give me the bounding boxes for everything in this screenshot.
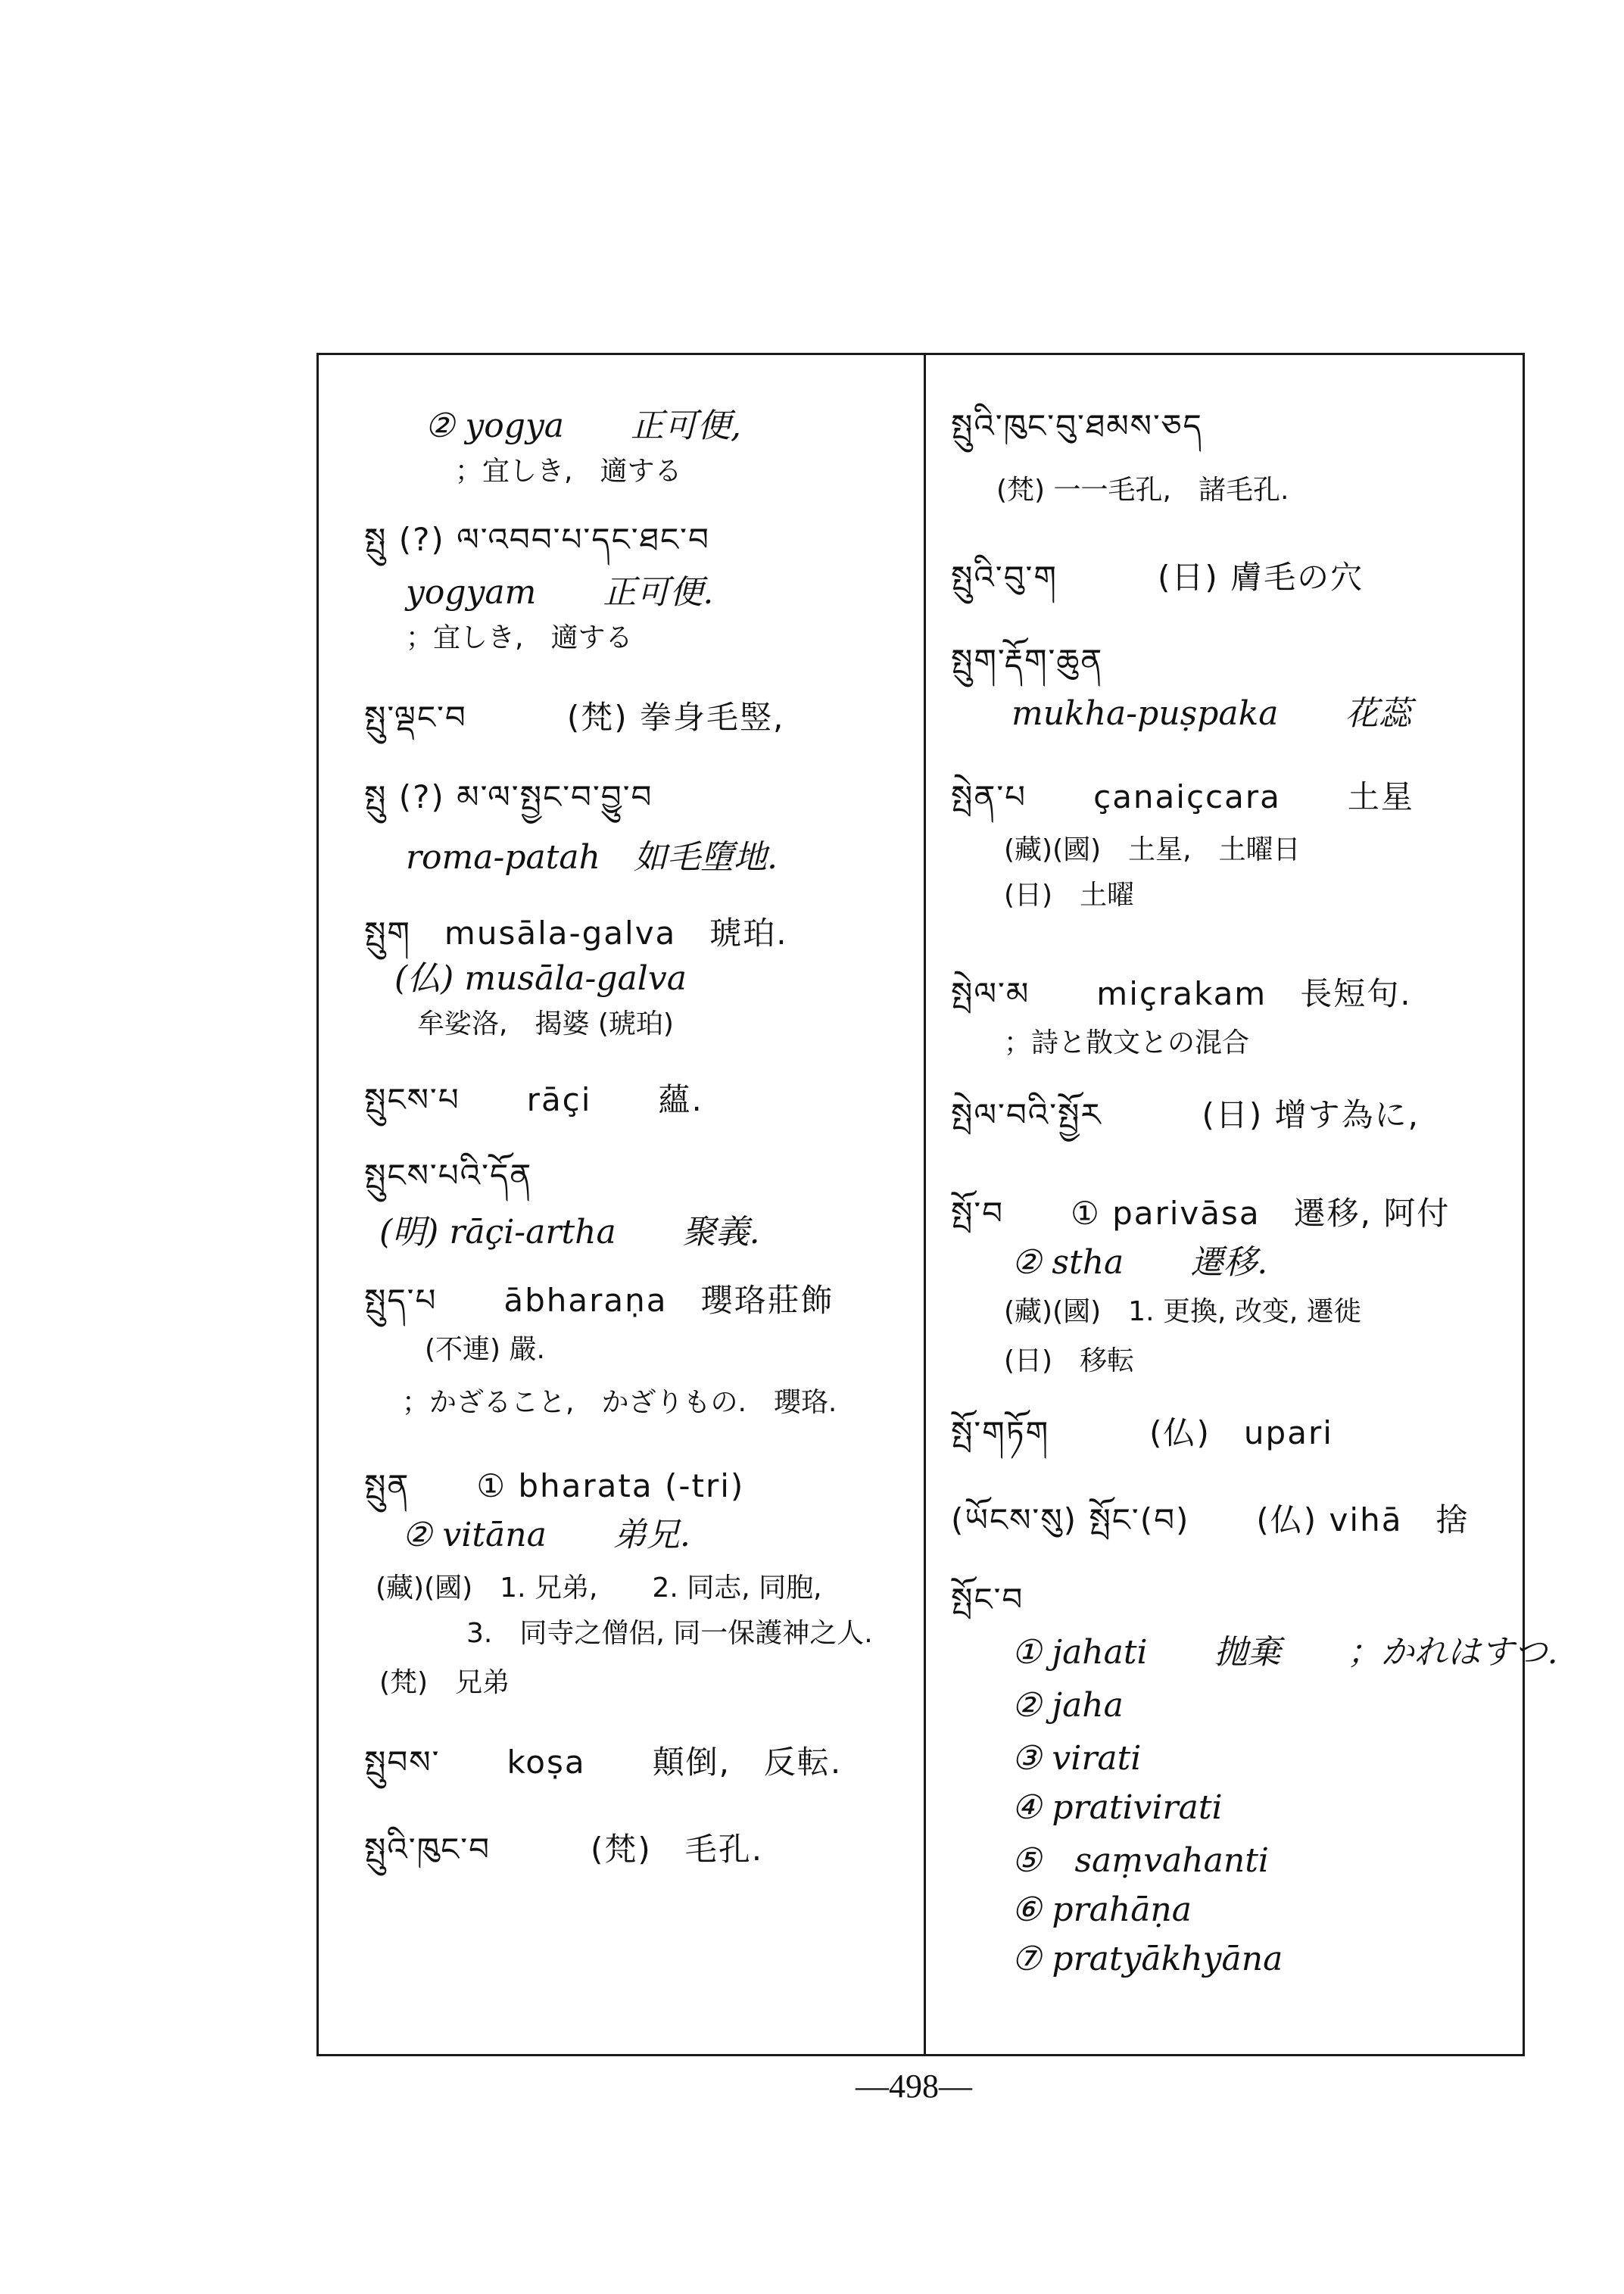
right-line-1: སྤུའི་ཁུང་བུ་ཐམས་ཅད (951, 407, 1203, 444)
left-line-7: སྤུ (?) མ་ལ་སྤྱང་བ་བྱུ་བ (364, 778, 653, 815)
left-line-4: yogyam 正可便. (406, 573, 714, 612)
right-line-13: ② stha 遷移. (1011, 1243, 1268, 1282)
left-line-24: སྤུའི་ཁུང་བ (梵) 毛孔. (364, 1831, 764, 1868)
right-line-3: སྤུའི་བུ་ག (日) 膚毛の穴 (951, 559, 1364, 596)
right-line-4: སྤུག་རྡོག་ཆུན (951, 642, 1104, 679)
left-line-5: ；宜しき, 適する (406, 622, 633, 653)
right-line-21: ③ virati (1011, 1739, 1142, 1778)
right-line-9: སྤེལ་མ miçrakam 長短句. (951, 975, 1412, 1012)
left-line-22: (梵) 兄弟 (379, 1667, 510, 1698)
left-line-9: སྤུག musāla-galva 琥珀. (364, 915, 788, 952)
right-line-15: (日) 移転 (1004, 1345, 1135, 1376)
left-line-13: སྤུངས་པའི་དོན (364, 1157, 533, 1194)
right-line-8: (日) 土曜 (1004, 880, 1135, 911)
left-line-11: 牟娑洛, 揭婆 (琥珀) (417, 1008, 674, 1039)
right-line-5: mukha-puṣpaka 花蕊 (1011, 694, 1412, 733)
right-line-10: ；詩と散文との混合 (1004, 1027, 1250, 1058)
column-divider (924, 353, 926, 2056)
left-line-6: སྤུ་ལྡང་བ (梵) 拳身毛竪, (364, 699, 785, 736)
dictionary-frame (316, 353, 1558, 2056)
right-line-12: སྤོ་བ ① parivāsa 遷移, 阿付 (951, 1195, 1451, 1232)
left-line-2: ；宜しき, 適する (455, 456, 682, 487)
right-line-16: སྤོ་གཏོག (仏) upari (951, 1414, 1333, 1451)
left-line-23: སྤུབས་ koṣa 顛倒, 反転. (364, 1744, 843, 1781)
right-line-25: ⑦ pratyākhyāna (1011, 1940, 1283, 1978)
left-line-19: ② vitāna 弟兄. (402, 1516, 690, 1554)
right-line-19: ① jahati 抛棄 ；かれはすつ. (1011, 1633, 1558, 1672)
right-line-18: སྤོང་བ (951, 1581, 1024, 1618)
left-line-21: 3. 同寺之僧侶, 同一保護神之人. (466, 1618, 873, 1649)
left-line-3: སྤུ (?) ལ་འབབ་པ་དང་ཐང་བ (364, 521, 710, 558)
right-line-2: (梵) 一一毛孔, 諸毛孔. (996, 475, 1289, 506)
right-line-6: སྤེན་པ çanaiçcara 土星 (951, 778, 1414, 815)
left-line-18: སྤུན ① bharata (-tri) (364, 1467, 745, 1504)
left-line-10: (仏) musāla-galva (394, 959, 687, 998)
page-number: —498— (856, 2068, 972, 2105)
right-line-20: ② jaha (1011, 1686, 1124, 1725)
left-line-14: (明) rāçi-artha 聚義. (379, 1213, 760, 1251)
right-line-17: (ཡོངས་སུ) སྤོང་(བ) (仏) vihā 捨 (951, 1501, 1470, 1538)
left-line-16: (不連) 嚴. (425, 1334, 545, 1365)
left-line-8: roma-patah 如毛墮地. (406, 838, 778, 877)
right-line-23: ⑤ saṃvahanti (1011, 1841, 1269, 1880)
left-line-1: ② yogya 正可便, (425, 407, 742, 445)
right-line-24: ⑥ prahāṇa (1011, 1890, 1192, 1929)
right-line-22: ④ prativirati (1011, 1788, 1223, 1827)
right-line-11: སྤེལ་བའི་སྤྱོར (日) 增す為に, (951, 1096, 1420, 1133)
right-line-14: (藏)(國) 1. 更換, 改变, 遷徙 (1004, 1296, 1361, 1327)
left-line-17: ；かざること, かざりもの. 瓔珞. (402, 1387, 837, 1418)
left-line-12: སྤུངས་པ rāçi 蘊. (364, 1081, 703, 1118)
right-line-7: (藏)(國) 土星, 土曜日 (1004, 834, 1301, 865)
left-line-15: སྤུད་པ ābharaṇa 瓔珞莊飾 (364, 1282, 834, 1319)
left-line-20: (藏)(國) 1. 兄弟, 2. 同志, 同胞, (376, 1572, 822, 1604)
